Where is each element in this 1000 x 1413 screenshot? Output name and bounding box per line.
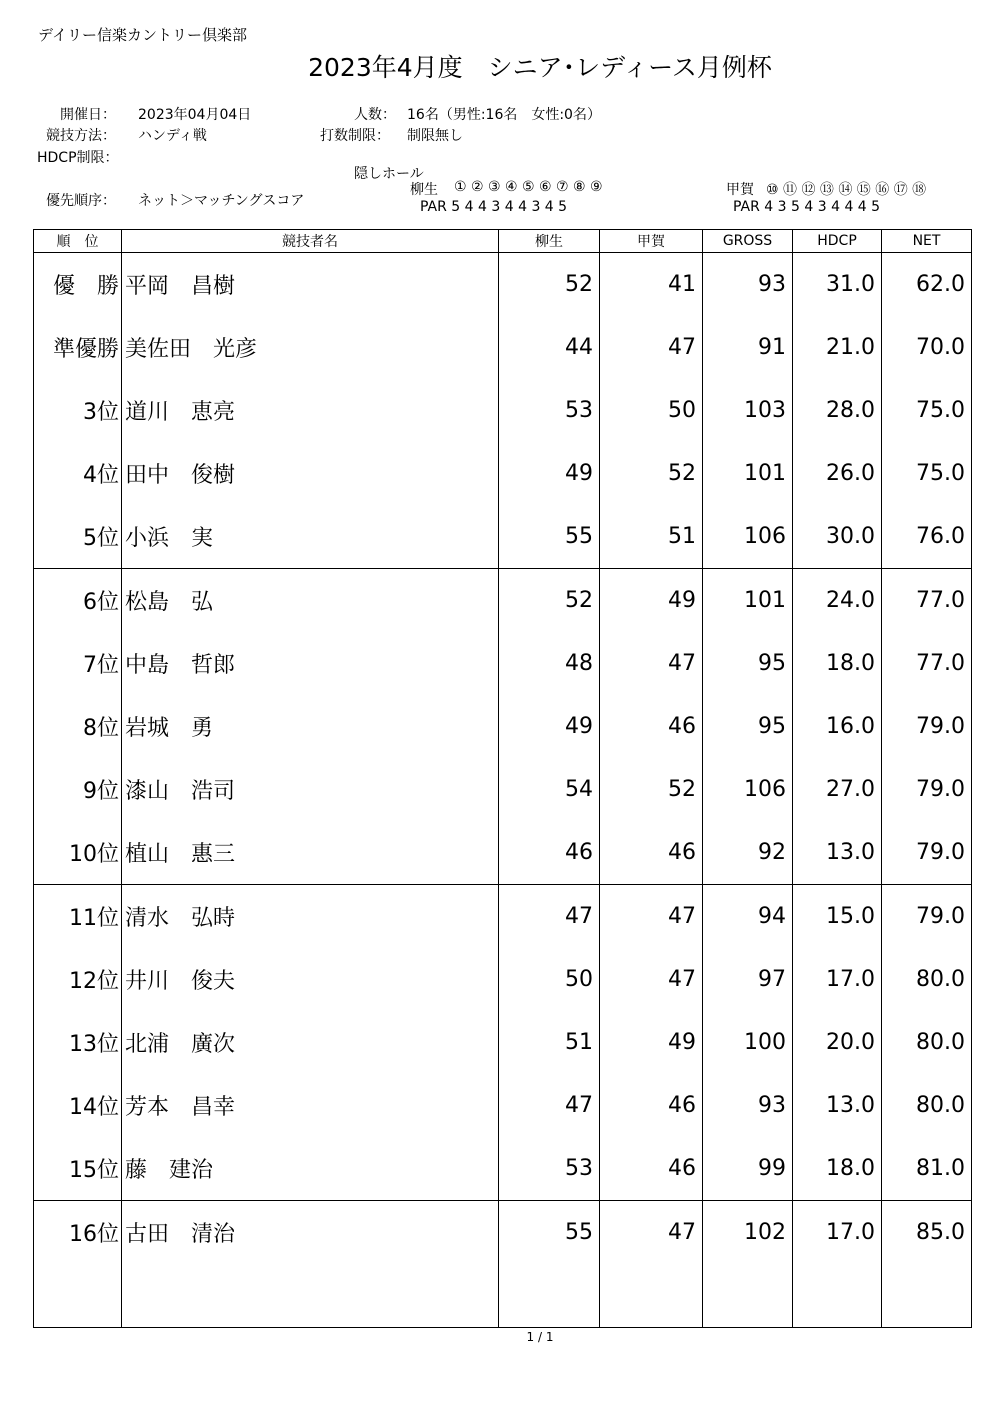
in-score-cell: 47: [600, 316, 703, 379]
table-row: [34, 884, 972, 948]
table-row: [34, 1137, 972, 1201]
empty-cell: [34, 1264, 122, 1328]
table-header-row: [34, 230, 972, 253]
gross-cell: 102: [703, 1200, 793, 1264]
results-table: [33, 229, 972, 1328]
net-cell: 80.0: [882, 948, 972, 1011]
date-label: 開催日：: [60, 107, 116, 123]
out-score-cell: 48: [499, 632, 600, 695]
rank-cell: 5位: [34, 505, 122, 569]
gross-cell: 106: [703, 505, 793, 569]
priority-label: 優先順序：: [46, 193, 116, 209]
col-name-header: 競技者名: [122, 230, 499, 253]
name-cell: 古田 清治: [122, 1200, 499, 1264]
name-cell: 北浦 廣次: [122, 1011, 499, 1074]
in-score-cell: 49: [600, 1011, 703, 1074]
name-cell: 中島 哲郎: [122, 632, 499, 695]
gross-cell: 97: [703, 948, 793, 1011]
out-score-cell: 53: [499, 379, 600, 442]
name-cell: 芳本 昌幸: [122, 1074, 499, 1137]
name-cell: 美佐田 光彦: [122, 316, 499, 379]
table-row: [34, 316, 972, 379]
in-score-cell: 47: [600, 884, 703, 948]
table-row: [34, 821, 972, 885]
rank-cell: 12位: [34, 948, 122, 1011]
rank-cell: 9位: [34, 758, 122, 821]
hdcp-cell: 30.0: [793, 505, 882, 569]
net-cell: 70.0: [882, 316, 972, 379]
in-score-cell: 47: [600, 632, 703, 695]
hdcp-cell: 13.0: [793, 1074, 882, 1137]
rank-cell: 優 勝: [34, 253, 122, 317]
net-cell: 80.0: [882, 1074, 972, 1137]
in-holes: ⑩ ⑪ ⑫ ⑬ ⑭ ⑮ ⑯ ⑰ ⑱: [766, 182, 927, 198]
hdcp-cell: 24.0: [793, 568, 882, 632]
empty-cell: [793, 1264, 882, 1328]
hdcp-cell: 18.0: [793, 1137, 882, 1201]
net-cell: 79.0: [882, 821, 972, 885]
in-score-cell: 47: [600, 1200, 703, 1264]
net-cell: 62.0: [882, 253, 972, 317]
hdcp-cell: 18.0: [793, 632, 882, 695]
empty-cell: [882, 1264, 972, 1328]
net-cell: 79.0: [882, 758, 972, 821]
col-in-header: 甲賀: [600, 230, 703, 253]
method-value: ハンディ戦: [138, 128, 207, 144]
out-score-cell: 49: [499, 442, 600, 505]
table-row: [34, 948, 972, 1011]
in-course-label: 甲賀: [726, 182, 754, 198]
stroke-limit-label: 打数制限：: [320, 128, 390, 144]
gross-cell: 101: [703, 568, 793, 632]
hdcp-cell: 28.0: [793, 379, 882, 442]
method-label: 競技方法：: [46, 128, 116, 144]
net-cell: 77.0: [882, 568, 972, 632]
out-score-cell: 49: [499, 695, 600, 758]
gross-cell: 101: [703, 442, 793, 505]
rank-cell: 13位: [34, 1011, 122, 1074]
net-cell: 85.0: [882, 1200, 972, 1264]
rank-cell: 8位: [34, 695, 122, 758]
table-row: [34, 758, 972, 821]
out-score-cell: 54: [499, 758, 600, 821]
table-row: [34, 1200, 972, 1264]
hdcp-limit-label: HDCP制限：: [37, 150, 119, 166]
out-par: PAR 5 4 4 3 4 4 3 4 5: [420, 199, 568, 215]
table-row: [34, 505, 972, 569]
name-cell: 植山 惠三: [122, 821, 499, 885]
table-row: [34, 1074, 972, 1137]
gross-cell: 94: [703, 884, 793, 948]
name-cell: 井川 俊夫: [122, 948, 499, 1011]
net-cell: 77.0: [882, 632, 972, 695]
gross-cell: 106: [703, 758, 793, 821]
name-cell: 岩城 勇: [122, 695, 499, 758]
col-hdcp-header: HDCP: [793, 230, 882, 253]
out-course-label: 柳生: [410, 182, 438, 198]
gross-cell: 95: [703, 632, 793, 695]
date-value: 2023年04月04日: [138, 107, 252, 123]
in-score-cell: 52: [600, 442, 703, 505]
rank-cell: 11位: [34, 884, 122, 948]
empty-cell: [499, 1264, 600, 1328]
in-score-cell: 51: [600, 505, 703, 569]
table-row: [34, 442, 972, 505]
net-cell: 79.0: [882, 884, 972, 948]
hdcp-cell: 31.0: [793, 253, 882, 317]
out-score-cell: 47: [499, 1074, 600, 1137]
hdcp-cell: 21.0: [793, 316, 882, 379]
net-cell: 79.0: [882, 695, 972, 758]
hidden-holes-label: 隠しホール: [354, 166, 424, 182]
table-row: [34, 253, 972, 317]
club-name: デイリー信楽カントリー倶楽部: [38, 26, 247, 44]
hdcp-cell: 20.0: [793, 1011, 882, 1074]
rank-cell: 7位: [34, 632, 122, 695]
col-out-header: 柳生: [499, 230, 600, 253]
empty-cell: [703, 1264, 793, 1328]
out-score-cell: 52: [499, 253, 600, 317]
rank-cell: 6位: [34, 568, 122, 632]
hdcp-cell: 16.0: [793, 695, 882, 758]
rank-cell: 3位: [34, 379, 122, 442]
people-value: 16名（男性:16名 女性:0名）: [407, 107, 601, 123]
net-cell: 80.0: [882, 1011, 972, 1074]
net-cell: 76.0: [882, 505, 972, 569]
table-row: [34, 695, 972, 758]
gross-cell: 93: [703, 1074, 793, 1137]
in-score-cell: 47: [600, 948, 703, 1011]
rank-cell: 14位: [34, 1074, 122, 1137]
out-score-cell: 51: [499, 1011, 600, 1074]
in-score-cell: 50: [600, 379, 703, 442]
name-cell: 小浜 実: [122, 505, 499, 569]
page-title: 2023年4月度 シニア･レディース月例杯: [308, 53, 772, 82]
people-label: 人数：: [354, 107, 396, 123]
out-score-cell: 46: [499, 821, 600, 885]
name-cell: 藤 建治: [122, 1137, 499, 1201]
in-par: PAR 4 3 5 4 3 4 4 4 5: [733, 199, 881, 215]
col-gross-header: GROSS: [703, 230, 793, 253]
out-score-cell: 52: [499, 568, 600, 632]
out-score-cell: 55: [499, 505, 600, 569]
table-row: [34, 568, 972, 632]
table-row: [34, 379, 972, 442]
rank-cell: 準優勝: [34, 316, 122, 379]
out-holes: ① ② ③ ④ ⑤ ⑥ ⑦ ⑧ ⑨: [454, 179, 603, 195]
gross-cell: 100: [703, 1011, 793, 1074]
gross-cell: 92: [703, 821, 793, 885]
name-cell: 道川 恵亮: [122, 379, 499, 442]
net-cell: 75.0: [882, 442, 972, 505]
hdcp-cell: 17.0: [793, 1200, 882, 1264]
hdcp-cell: 15.0: [793, 884, 882, 948]
gross-cell: 95: [703, 695, 793, 758]
name-cell: 平岡 昌樹: [122, 253, 499, 317]
col-rank-header: 順 位: [34, 230, 122, 253]
net-cell: 75.0: [882, 379, 972, 442]
hdcp-cell: 27.0: [793, 758, 882, 821]
in-score-cell: 46: [600, 695, 703, 758]
col-net-header: NET: [882, 230, 972, 253]
gross-cell: 91: [703, 316, 793, 379]
gross-cell: 93: [703, 253, 793, 317]
in-score-cell: 52: [600, 758, 703, 821]
name-cell: 清水 弘時: [122, 884, 499, 948]
in-score-cell: 41: [600, 253, 703, 317]
rank-cell: 16位: [34, 1200, 122, 1264]
gross-cell: 99: [703, 1137, 793, 1201]
page-number: 1 / 1: [526, 1330, 554, 1344]
out-score-cell: 55: [499, 1200, 600, 1264]
empty-cell: [122, 1264, 499, 1328]
empty-filler-row: [34, 1264, 972, 1328]
out-score-cell: 50: [499, 948, 600, 1011]
in-score-cell: 46: [600, 1137, 703, 1201]
hdcp-cell: 13.0: [793, 821, 882, 885]
in-score-cell: 46: [600, 1074, 703, 1137]
gross-cell: 103: [703, 379, 793, 442]
rank-cell: 10位: [34, 821, 122, 885]
in-score-cell: 49: [600, 568, 703, 632]
net-cell: 81.0: [882, 1137, 972, 1201]
rank-cell: 4位: [34, 442, 122, 505]
stroke-limit-value: 制限無し: [407, 128, 463, 144]
table-row: [34, 632, 972, 695]
out-score-cell: 44: [499, 316, 600, 379]
priority-value: ネット＞マッチングスコア: [138, 193, 305, 209]
rank-cell: 15位: [34, 1137, 122, 1201]
name-cell: 漆山 浩司: [122, 758, 499, 821]
hdcp-cell: 17.0: [793, 948, 882, 1011]
table-row: [34, 1011, 972, 1074]
out-score-cell: 53: [499, 1137, 600, 1201]
out-score-cell: 47: [499, 884, 600, 948]
name-cell: 松島 弘: [122, 568, 499, 632]
empty-cell: [600, 1264, 703, 1328]
in-score-cell: 46: [600, 821, 703, 885]
name-cell: 田中 俊樹: [122, 442, 499, 505]
hdcp-cell: 26.0: [793, 442, 882, 505]
